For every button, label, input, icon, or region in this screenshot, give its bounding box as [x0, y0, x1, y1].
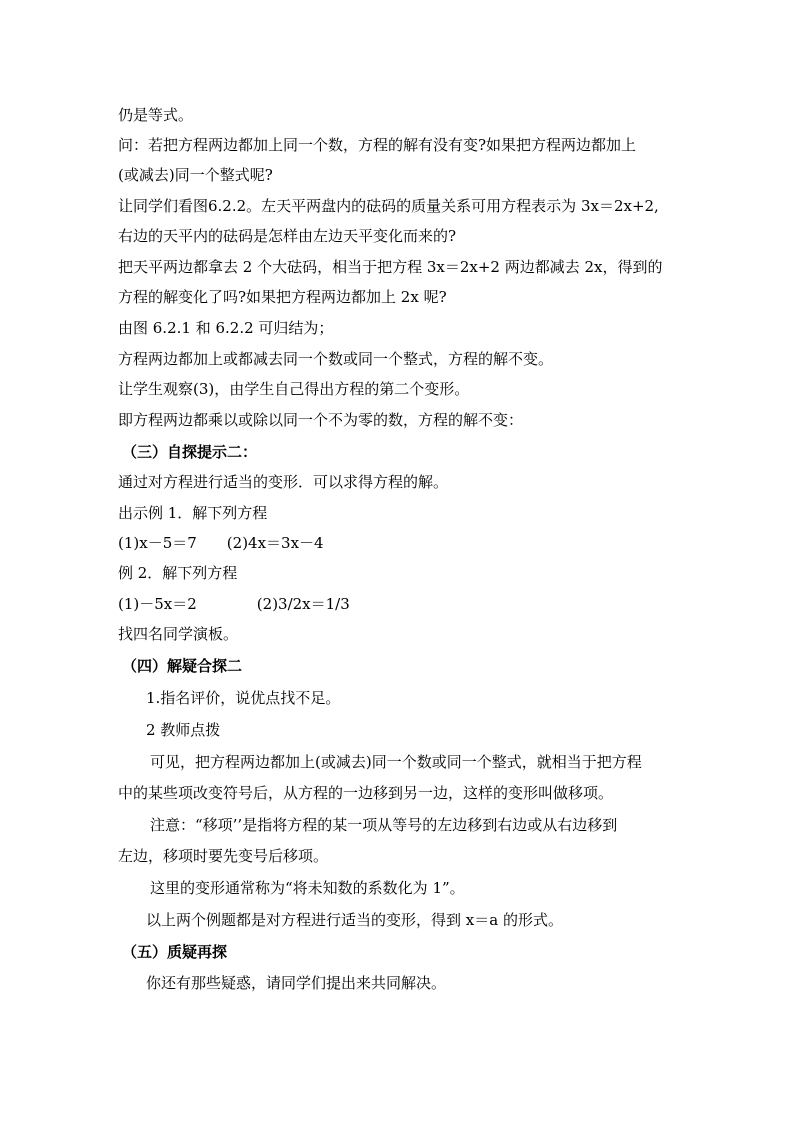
- text-line: 由图 6.2.1 和 6.2.2 可归结为；: [118, 319, 334, 337]
- text-line: 出示例 1．解下列方程: [118, 504, 268, 522]
- text-line: 可见，把方程两边都加上(或减去)同一个数或同一个整式，就相当于把方程: [150, 753, 642, 771]
- text-line: 让学生观察(3)，由学生自己得出方程的第二个变形。: [118, 380, 470, 398]
- text-line: 中的某些项改变符号后，从方程的一边移到另一边，这样的变形叫做移项。: [118, 784, 614, 802]
- text-line: 左边，移项时要先变号后移项。: [118, 847, 329, 865]
- text-line: 让同学们看图6.2.2。左天平两盘内的砝码的质量关系可用方程表示为 3x＝2x+2,: [118, 197, 659, 215]
- text-line: 仍是等式。: [118, 106, 194, 124]
- section-heading: （三）自探提示二：: [122, 443, 258, 461]
- text-line: 这里的变形通常称为“将未知数的系数化为 1”。: [150, 879, 465, 897]
- text-line: 问：若把方程两边都加上同一个数，方程的解有没有变?如果把方程两边都加上: [118, 136, 637, 154]
- text-line: 你还有那些疑惑，请同学们提出来共同解决。: [146, 974, 447, 992]
- text-line: 1.指名评价，说优点找不足。: [146, 689, 341, 707]
- text-line: 右边的天平内的砝码是怎样由左边天平变化而来的?: [118, 227, 457, 245]
- text-line: 注意：“移项’’是指将方程的某一项从等号的左边移到右边或从右边移到: [150, 816, 618, 834]
- text-line: 把天平两边都拿去 2 个大砝码，相当于把方程 3x＝2x+2 两边都减去 2x，得到的: [118, 258, 663, 276]
- text-line: (1)－5x＝2 (2)3/2x＝1/3: [118, 595, 350, 613]
- section-heading: （四）解疑合探二: [122, 657, 243, 675]
- text-line: 找四名同学演板。: [118, 625, 239, 643]
- section-heading: （五）质疑再探: [122, 943, 228, 961]
- text-line: 2 教师点拨: [146, 721, 221, 739]
- text-line: (或减去)同一个整式呢?: [118, 166, 273, 184]
- text-line: 例 2．解下列方程: [118, 564, 238, 582]
- text-line: 方程两边都加上或都减去同一个数或同一个整式，方程的解不变。: [118, 350, 554, 368]
- text-line: 通过对方程进行适当的变形．可以求得方程的解。: [118, 473, 449, 491]
- text-line: 方程的解变化了吗?如果把方程两边都加上 2x 呢?: [118, 288, 447, 306]
- text-line: 即方程两边都乘以或除以同一个不为零的数，方程的解不变：: [118, 411, 524, 429]
- text-line: 以上两个例题都是对方程进行适当的变形，得到 x＝a 的形式。: [146, 911, 563, 929]
- text-line: (1)x－5＝7 (2)4x＝3x－4: [118, 534, 324, 552]
